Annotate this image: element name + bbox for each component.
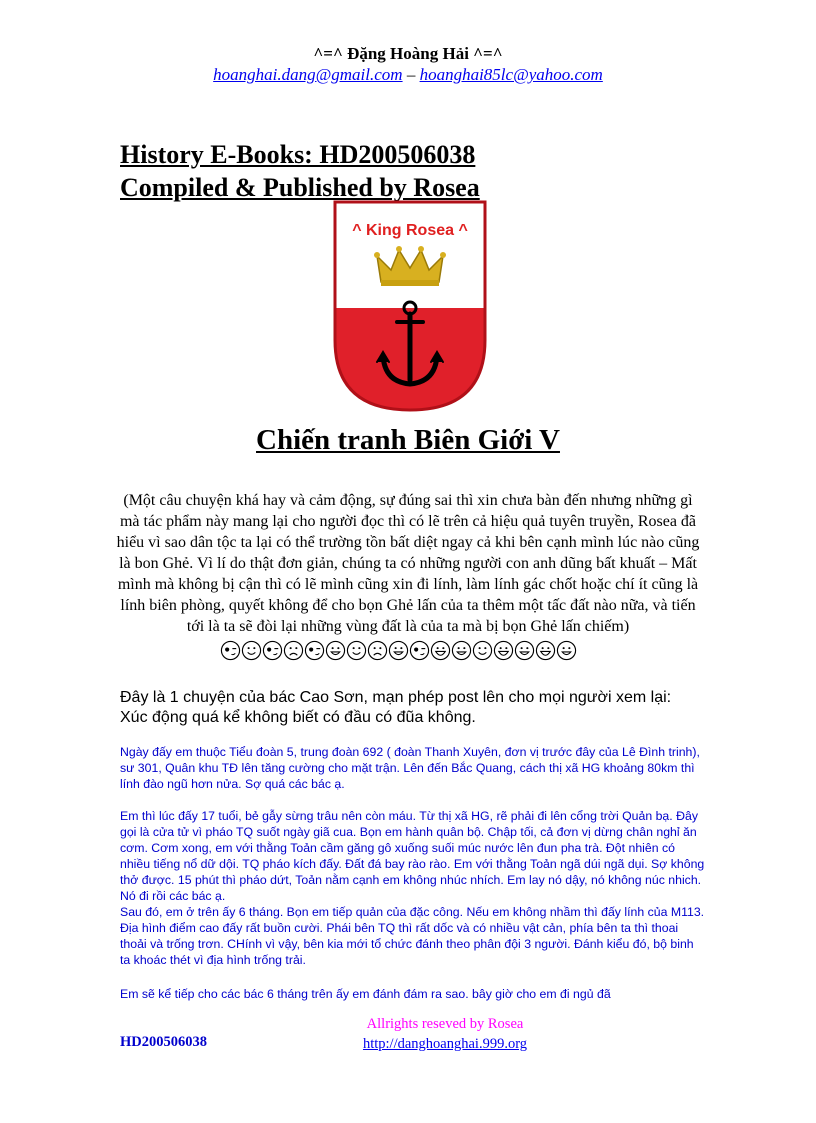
- smiley-grin-icon: [556, 640, 577, 661]
- smiley-laugh-icon: [535, 640, 556, 661]
- story-heading: [120, 688, 720, 728]
- smiley-smile-icon: [241, 640, 262, 661]
- rights-text: Allrights reseved by Rosea: [366, 1016, 524, 1032]
- smiley-grin-icon: [388, 640, 409, 661]
- footer-code: HD200506038: [120, 1034, 207, 1050]
- smiley-sad-icon: [283, 640, 304, 661]
- smiley-wink-icon: [409, 640, 430, 661]
- story-heading-line-1: Đây là 1 chuyện của bác Cao Sơn, mạn phép post lên cho mọi người xem lại:: [120, 689, 672, 706]
- story-paragraph-2: [120, 808, 705, 968]
- smiley-sad-icon: [367, 640, 388, 661]
- smiley-wink-icon: [262, 640, 283, 661]
- website-link[interactable]: http://danghoanghai.999.org: [362, 1036, 528, 1052]
- footer-rights: [340, 1014, 550, 1054]
- smiley-wink-icon: [304, 640, 325, 661]
- king-rosea-logo: [333, 200, 487, 412]
- title-line-1: History E-Books: HD200506038: [120, 140, 476, 169]
- story-paragraph-3: Em sẽ kể tiếp cho các bác 6 tháng trên ấy em đánh đám ra sao. bây giờ cho em đi ngủ đã: [120, 987, 611, 1001]
- smiley-grin-icon: [451, 640, 472, 661]
- story-paragraph-2b: Sau đó, em ở trên ấy 6 tháng. Bọn em tiếp quản của đặc công. Nếu em không nhầm thì đấy lính của M113. Địa hình điểm cao đấy rất buồn cười. Phái bên TQ thì rất dốc và có nhiều vật cản, phía bên ta thì thoai thoải và trống trơn. CHính vì vậy, bên kia mới tổ chức đánh theo phân đội 3 người. Đánh kiểu đó, bộ binh ta khoác thét vì địa hình trống trải.: [120, 905, 705, 967]
- title-line-2: Compiled & Published by Rosea: [120, 173, 480, 202]
- chapter-title: Chiến tranh Biên Giới V: [256, 424, 560, 456]
- smiley-grin-icon: [514, 640, 535, 661]
- story-paragraph-1: Ngày đấy em thuộc Tiểu đoàn 5, trung đoàn 692 ( đoàn Thanh Xuyên, đơn vị trước đây của Lê Đình trinh), sư 301, Quân khu TĐ lên tăng cường cho mặt trận. Lên đến Bắc Quang, cách thị xã HG khoảng 80km thì lính đào ngũ hơn nửa. Sợ quá các bác ạ.: [120, 745, 700, 791]
- email-separator: –: [402, 65, 420, 84]
- document-title: [120, 138, 480, 204]
- shield-logo-graphic: [333, 200, 487, 412]
- smiley-row: [220, 640, 577, 666]
- email-line: [0, 64, 816, 86]
- story-heading-line-2: Xúc động quá kể không biết có đầu có đũa không.: [120, 709, 476, 726]
- smiley-laugh-icon: [493, 640, 514, 661]
- smiley-smile-icon: [472, 640, 493, 661]
- email-link-gmail[interactable]: hoanghai.dang@gmail.com: [213, 65, 403, 84]
- smiley-grin-icon: [325, 640, 346, 661]
- email-link-yahoo[interactable]: hoanghai85lc@yahoo.com: [419, 65, 603, 84]
- intro-paragraph: (Một câu chuyện khá hay và cảm động, sự đúng sai thì xin chưa bàn đến nhưng những gì mà tác phẩm này mang lại cho người đọc thì có lẽ trên cả hiệu quả tuyên truyền, Rosea đã hiểu vì sao dân tộc ta lại có thể trường tồn bất diệt ngay cả khi bên cạnh mình lúc nào cũng là bon Ghẻ. Vì lí do thật đơn giản, chúng ta có những người con anh dũng bất khuất – Mất mình mà không bị cận thì có lẽ mình cũng xin đi lính, làm lính gác chốt hoặc chí ít cũng là lính biên phòng, quyết không để cho bọn Ghẻ lấn của ta thêm một tấc đất nào nữa, và tiến tới là ta sẽ đòi lại những vùng đất là của ta mà bị bọn Ghẻ lấn chiếm): [116, 492, 700, 635]
- page-header: [0, 44, 816, 86]
- shield-top-field: [333, 200, 487, 308]
- story-paragraph-2a: Em thì lúc đấy 17 tuổi, bẻ gẫy sừng trâu nên còn máu. Từ thị xã HG, rẽ phải đi lên cổng trời Quản bạ. Đây gọi là cửa tử vì pháo TQ suốt ngày giã cua. Bọn em hành quân bộ. Chập tối, cả đơn vị dừng chân nghỉ ăn cơm. Cơm xong, em với thằng Toản cầm găng gô xuống suối múc nước lên đun pha trà. Đột nhiên có nhiều tiếng nổ dữ dội. TQ pháo kích đấy. Đất đá bay rào rào. Em với thằng Toản ngã dúi ngã dụi. Sợ không thở được. 15 phút thì pháo dứt, Toản nằm cạnh em không nhúc nhích. Em lay nó dậy, nó không núc nhich. Nó đi rồi các bác ạ.: [120, 809, 705, 903]
- logo-text: ^ King Rosea ^: [352, 222, 468, 239]
- smiley-wink-icon: [220, 640, 241, 661]
- smiley-smile-icon: [346, 640, 367, 661]
- author-name: ^=^ Đặng Hoàng Hải ^=^: [313, 44, 503, 63]
- smiley-laugh-icon: [430, 640, 451, 661]
